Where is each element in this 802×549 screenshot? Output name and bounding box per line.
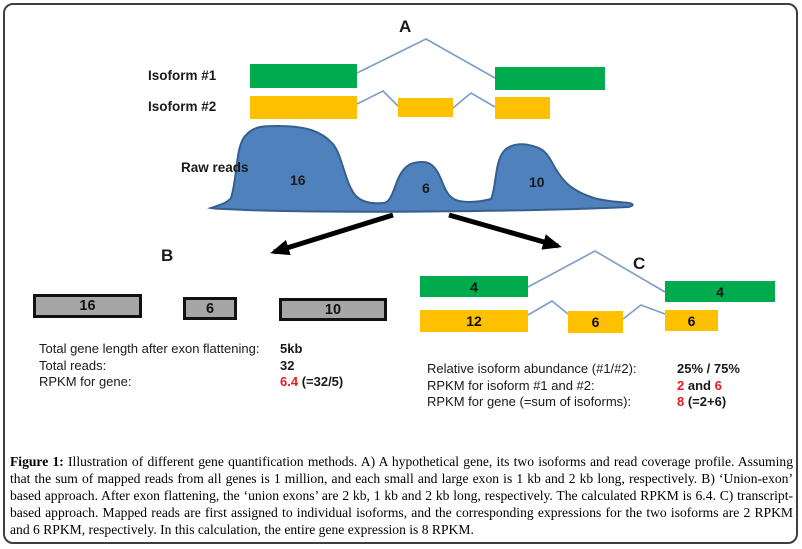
exon-c-isoform1-right: 4 — [665, 281, 775, 302]
exon-c-isoform2-right: 6 — [665, 310, 718, 331]
arrow-to-panel-b — [274, 215, 393, 252]
exon-a-isoform2-right — [495, 97, 550, 119]
rpkm-and: and — [684, 377, 715, 393]
rpkm-isoform2-value: 6 — [714, 377, 722, 393]
rpkm-isoform1-value: 2 — [677, 377, 685, 393]
stat-value — [677, 394, 726, 411]
arrow-to-panel-c — [449, 215, 558, 246]
panel-c-label: C — [633, 254, 646, 273]
exon-c-isoform2-mid: 6 — [568, 311, 623, 333]
rpkm-gene-formula: (=32/5) — [298, 374, 344, 389]
splice-line-a-isoform2-left — [357, 91, 398, 106]
stat-value — [677, 378, 722, 395]
rpkm-gene-sum-value: 8 — [677, 394, 685, 409]
isoform2-label: Isoform #2 — [148, 99, 217, 114]
figure-caption-number: Figure 1: — [10, 453, 64, 469]
raw-reads-label: Raw reads — [181, 160, 249, 175]
exon-c-isoform2-left: 12 — [420, 310, 528, 332]
exon-a-isoform1-right — [495, 67, 605, 90]
read-coverage-shape — [211, 126, 633, 212]
stat-value: 5kb — [280, 341, 303, 356]
stat-value: 25% / 75% — [677, 361, 740, 376]
stat-label: Relative isoform abundance (#1/#2): — [427, 361, 637, 376]
figure-caption — [10, 453, 793, 538]
union-exon-3: 10 — [279, 298, 387, 321]
splice-line-c-isoform2-left — [528, 301, 568, 315]
exon-a-isoform1-left — [250, 64, 357, 88]
exon-a-isoform2-mid — [398, 98, 453, 117]
union-exon-1: 16 — [33, 294, 142, 318]
peak-value-3: 10 — [529, 174, 545, 190]
stat-label: RPKM for gene (=sum of isoforms): — [427, 394, 632, 409]
exon-c-isoform1-left: 4 — [420, 276, 528, 297]
rpkm-gene-value: 6.4 — [280, 374, 299, 389]
peak-value-2: 6 — [422, 180, 430, 196]
stat-value: 32 — [280, 357, 295, 373]
stat-label: RPKM for gene: — [39, 374, 132, 389]
figure-caption-text: Illustration of different gene quantification methods. A) A hypothetical gene, its two isoforms and read coverage profile. Assuming that the sum of mapped reads from all genes is 1 million, and each small and large exon is 1 kb and 2 kb long, respectively. B) ‘Union-exon’ based approach. After exon flattening, the ‘union exons’ are 2 kb, 1 kb and 2 kb long, respectively. The calculated RPKM is 6.4. C) transcript-based approach. Mapped reads are first assigned to individual isoforms, and the corresponding expressions for the two isoforms are 2 RPKM and 6 RPKM, respectively. In this calculation, the entire gene expression is 8 RPKM. — [10, 453, 793, 537]
stat-value — [280, 374, 343, 391]
splice-line-a-isoform1 — [357, 39, 495, 78]
splice-line-a-isoform2-right — [453, 93, 495, 108]
panel-b-label: B — [161, 246, 174, 265]
peak-value-1: 16 — [290, 172, 306, 188]
stat-label: Total gene length after exon flattening: — [39, 341, 260, 356]
stat-label: RPKM for isoform #1 and #2: — [427, 377, 595, 393]
isoform1-label: Isoform #1 — [148, 68, 217, 83]
stat-label: Total reads: — [39, 357, 107, 373]
exon-a-isoform2-left — [250, 96, 357, 119]
rpkm-gene-sum-formula: (=2+6) — [684, 394, 727, 409]
panel-a-label: A — [399, 17, 412, 36]
union-exon-2: 6 — [183, 297, 237, 320]
splice-line-c-isoform2-right — [623, 305, 665, 319]
